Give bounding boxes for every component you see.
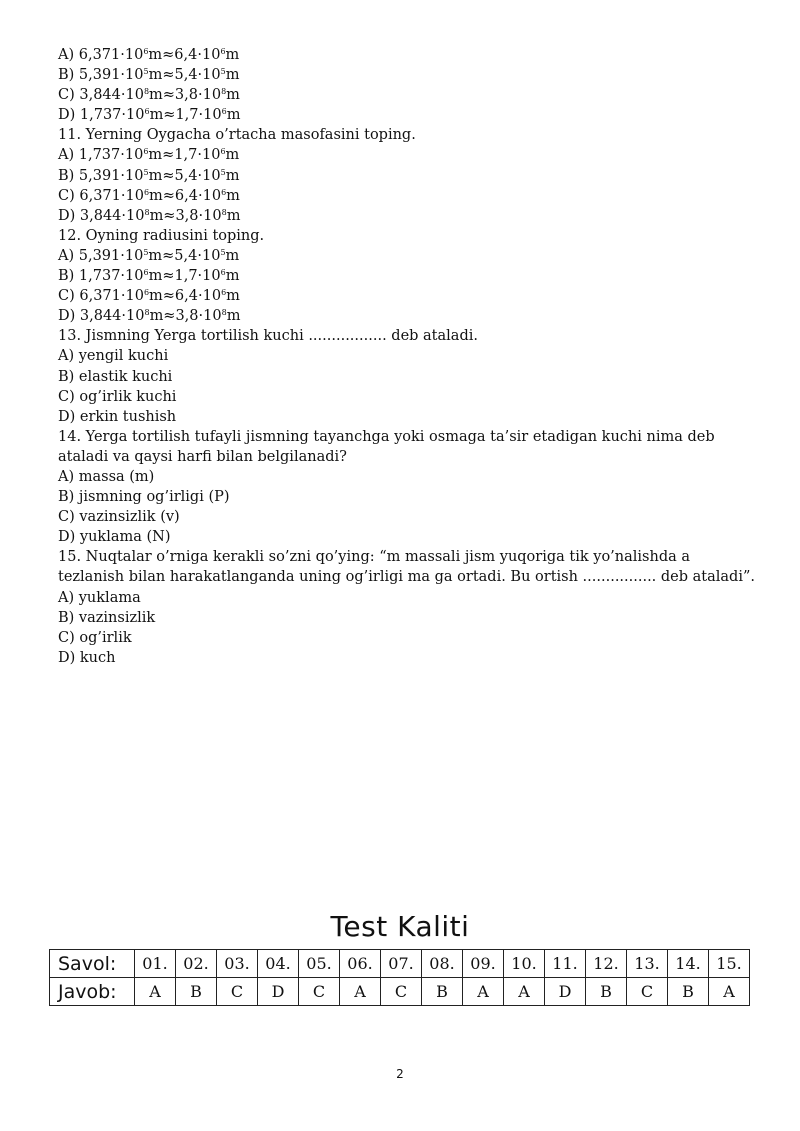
answer-row-label: Javob: <box>50 978 135 1006</box>
question-number-cell: 04. <box>258 950 299 978</box>
answer-cell: B <box>176 978 217 1006</box>
q13-option-c: C) og’irlik kuchi <box>58 388 177 405</box>
answer-cell: C <box>217 978 258 1006</box>
q15-option-b: B) vazinsizlik <box>58 609 156 626</box>
q11-option-b: B) $5,391\cdot 10^5m\approx 5,4\cdot 10^5m$ <box>58 167 240 184</box>
q10-option-c: C) $3,844\cdot 10^8m\approx 3,8\cdot 10^8m$ <box>58 87 240 104</box>
question-number-cell: 07. <box>381 950 422 978</box>
question-number-cell: 05. <box>299 950 340 978</box>
answer-cell: B <box>586 978 627 1006</box>
q14-option-a: A) massa (m) <box>58 468 155 485</box>
q13-option-a: A) yengil kuchi <box>58 348 169 365</box>
q10-option-a: A) $6,371\cdot 10^6m\approx 6,4\cdot 10^6m$ <box>58 47 240 63</box>
q11-option-a: A) $1,737\cdot 10^6m\approx 1,7\cdot 10^6m$ <box>58 147 240 164</box>
answer-key-table <box>49 949 750 1006</box>
q14-option-c: C) vazinsizlik (v) <box>58 509 180 526</box>
answer-cell: A <box>463 978 504 1006</box>
q15-question: 15. Nuqtalar o’rniga kerakli so’zni qo’ying: “m massali jism yuqoriga tik yo’nalishda a tezlanish bilan harakatlanganda uning og’irligi ma ga ortadi. Bu ortish ................ deb ataladi”. <box>58 549 755 586</box>
answer-cell: D <box>258 978 299 1006</box>
page-number: 2 <box>396 1067 404 1081</box>
q13-question: 13. Jismning Yerga tortilish kuchi ................. deb ataladi. <box>58 328 478 345</box>
test-content <box>58 45 758 668</box>
q10-option-b: B) $5,391\cdot 10^5m\approx 5,4\cdot 10^5m$ <box>58 67 240 84</box>
question-number-cell: 03. <box>217 950 258 978</box>
question-number-cell: 02. <box>176 950 217 978</box>
q13-option-b: B) elastik kuchi <box>58 368 173 385</box>
q13-option-d: D) erkin tushish <box>58 408 177 425</box>
q10-option-d: D) $1,737\cdot 10^6m\approx 1,7\cdot 10^6m$ <box>58 107 241 124</box>
answer-cell: A <box>504 978 545 1006</box>
question-number-cell: 09. <box>463 950 504 978</box>
question-number-cell: 11. <box>545 950 586 978</box>
answer-cell: A <box>709 978 750 1006</box>
question-number-cell: 10. <box>504 950 545 978</box>
answer-key-question-row <box>50 950 750 978</box>
q15-option-d: D) kuch <box>58 649 116 666</box>
question-number-cell: 06. <box>340 950 381 978</box>
q11-option-d: D) $3,844\cdot 10^8m\approx 3,8\cdot 10^8m$ <box>58 207 241 224</box>
answer-cell: A <box>135 978 176 1006</box>
question-number-cell: 01. <box>135 950 176 978</box>
q12-question: 12. Oyning radiusini toping. <box>58 227 265 244</box>
question-row-label: Savol: <box>50 950 135 978</box>
answer-cell: A <box>340 978 381 1006</box>
q12-option-d: D) $3,844\cdot 10^8m\approx 3,8\cdot 10^8m$ <box>58 308 241 325</box>
q11-option-c: C) $6,371\cdot 10^6m\approx 6,4\cdot 10^6m$ <box>58 187 240 204</box>
answer-cell: C <box>381 978 422 1006</box>
answer-cell: C <box>299 978 340 1006</box>
q12-option-c: C) $6,371\cdot 10^6m\approx 6,4\cdot 10^6m$ <box>58 288 240 305</box>
answer-key-answer-row <box>50 978 750 1006</box>
answer-cell: D <box>545 978 586 1006</box>
answer-key-title: Test Kaliti <box>330 910 470 943</box>
question-number-cell: 08. <box>422 950 463 978</box>
question-number-cell: 14. <box>668 950 709 978</box>
q14-question: 14. Yerga tortilish tufayli jismning tayanchga yoki osmaga ta’sir etadigan kuchi nima deb ataladi va qaysi harfi bilan belgilanadi? <box>58 428 715 465</box>
answer-cell: B <box>422 978 463 1006</box>
question-number-cell: 13. <box>627 950 668 978</box>
q12-option-a: A) $5,391\cdot 10^5m\approx 5,4\cdot 10^5m$ <box>58 247 240 264</box>
answer-cell: C <box>627 978 668 1006</box>
question-number-cell: 15. <box>709 950 750 978</box>
q15-option-a: A) yuklama <box>58 589 141 606</box>
q14-option-d: D) yuklama (N) <box>58 529 171 546</box>
q12-option-b: B) $1,737\cdot 10^6m\approx 1,7\cdot 10^6m$ <box>58 268 240 285</box>
question-number-cell: 12. <box>586 950 627 978</box>
q11-question: 11. Yerning Oygacha o’rtacha masofasini toping. <box>58 127 416 144</box>
q14-option-b: B) jismning og’irligi (P) <box>58 489 230 506</box>
answer-cell: B <box>668 978 709 1006</box>
q15-option-c: C) og’irlik <box>58 629 132 646</box>
